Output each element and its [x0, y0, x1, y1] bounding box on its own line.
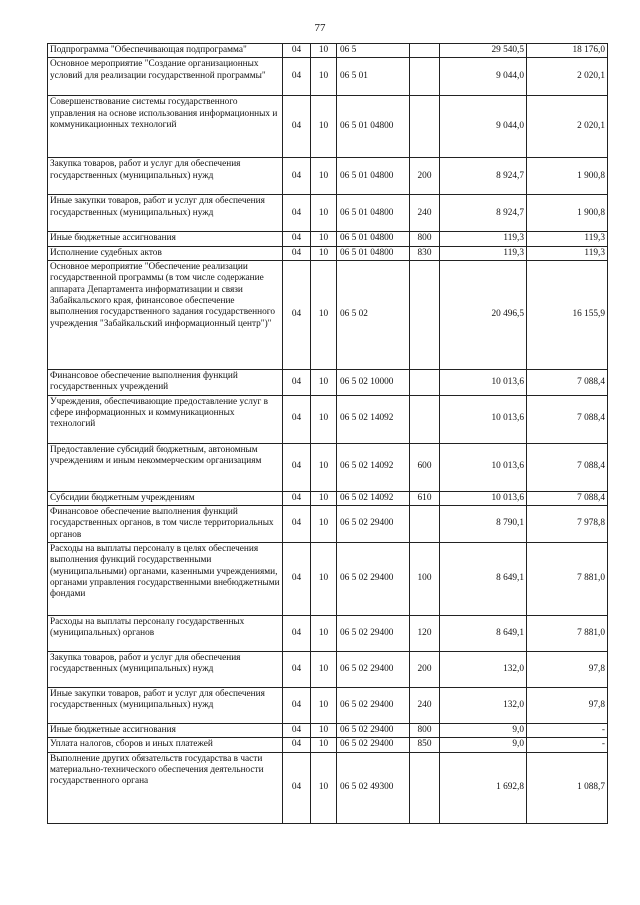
- table-row: [48, 260, 608, 369]
- row-expense-type: 200: [410, 651, 440, 687]
- row-subsection: 10: [311, 491, 337, 505]
- row-expense-type: [410, 752, 440, 823]
- row-section: 04: [283, 738, 311, 752]
- row-subsection: 10: [311, 232, 337, 246]
- table-row: [48, 58, 608, 96]
- row-section: 04: [283, 615, 311, 651]
- table-row: [48, 491, 608, 505]
- row-name: Иные закупки товаров, работ и услуг для обеспечения государственных (муниципальных) нужд: [48, 687, 283, 723]
- row-name: Предоставление субсидий бюджетным, автономным учреждениям и иным некоммерческим организациям: [48, 443, 283, 491]
- row-name: Закупка товаров, работ и услуг для обеспечения государственных (муниципальных) нужд: [48, 651, 283, 687]
- row-expense-type: 100: [410, 542, 440, 615]
- row-name: Расходы на выплаты персоналу в целях обеспечения выполнения функций государственными (муниципальными) органами, казенными учреждениями, органами управления государственными внебюджетными фондами: [48, 542, 283, 615]
- row-subsection: 10: [311, 505, 337, 542]
- row-amount-actual: 119,3: [527, 232, 608, 246]
- row-expense-type: 120: [410, 615, 440, 651]
- row-section: 04: [283, 260, 311, 369]
- row-expense-type: 240: [410, 195, 440, 232]
- table-row: [48, 96, 608, 158]
- row-name: Подпрограмма "Обеспечивающая подпрограмма": [48, 44, 283, 58]
- row-subsection: 10: [311, 723, 337, 737]
- row-subsection: 10: [311, 542, 337, 615]
- row-amount-actual: 7 088,4: [527, 369, 608, 395]
- row-amount-plan: 9,0: [440, 723, 527, 737]
- row-amount-plan: 1 692,8: [440, 752, 527, 823]
- row-amount-actual: -: [527, 738, 608, 752]
- row-expense-type: [410, 260, 440, 369]
- row-amount-plan: 132,0: [440, 687, 527, 723]
- row-amount-actual: 7 088,4: [527, 443, 608, 491]
- row-target-code: 06 5 02 14092: [337, 491, 410, 505]
- row-amount-actual: 2 020,1: [527, 58, 608, 96]
- row-subsection: 10: [311, 752, 337, 823]
- row-section: 04: [283, 96, 311, 158]
- row-amount-actual: 1 900,8: [527, 158, 608, 195]
- row-subsection: 10: [311, 195, 337, 232]
- row-amount-plan: 10 013,6: [440, 395, 527, 443]
- table-row: [48, 752, 608, 823]
- row-target-code: 06 5 02: [337, 260, 410, 369]
- row-section: 04: [283, 687, 311, 723]
- row-section: 04: [283, 542, 311, 615]
- row-section: 04: [283, 443, 311, 491]
- table-row: [48, 246, 608, 260]
- row-subsection: 10: [311, 395, 337, 443]
- row-amount-plan: 8 790,1: [440, 505, 527, 542]
- row-expense-type: [410, 505, 440, 542]
- row-amount-actual: 2 020,1: [527, 96, 608, 158]
- row-target-code: 06 5 02 10000: [337, 369, 410, 395]
- row-expense-type: [410, 58, 440, 96]
- row-expense-type: 600: [410, 443, 440, 491]
- row-target-code: 06 5 02 29400: [337, 651, 410, 687]
- row-amount-actual: 119,3: [527, 246, 608, 260]
- row-section: 04: [283, 369, 311, 395]
- row-section: 04: [283, 232, 311, 246]
- row-amount-actual: 7 088,4: [527, 491, 608, 505]
- row-section: 04: [283, 395, 311, 443]
- row-amount-actual: 97,8: [527, 687, 608, 723]
- row-name: Финансовое обеспечение выполнения функций государственных органов, в том числе территориальных органов: [48, 505, 283, 542]
- row-name: Уплата налогов, сборов и иных платежей: [48, 738, 283, 752]
- row-target-code: 06 5 01 04800: [337, 96, 410, 158]
- table-row: [48, 158, 608, 195]
- row-amount-plan: 8 649,1: [440, 542, 527, 615]
- row-expense-type: 240: [410, 687, 440, 723]
- row-subsection: 10: [311, 260, 337, 369]
- budget-table: [47, 43, 608, 824]
- row-target-code: 06 5 01 04800: [337, 232, 410, 246]
- row-section: 04: [283, 44, 311, 58]
- row-amount-plan: 29 540,5: [440, 44, 527, 58]
- row-subsection: 10: [311, 369, 337, 395]
- row-subsection: 10: [311, 615, 337, 651]
- row-expense-type: [410, 369, 440, 395]
- row-amount-plan: 9,0: [440, 738, 527, 752]
- row-subsection: 10: [311, 44, 337, 58]
- table-row: [48, 443, 608, 491]
- row-amount-actual: 97,8: [527, 651, 608, 687]
- row-target-code: 06 5 01 04800: [337, 195, 410, 232]
- row-section: 04: [283, 246, 311, 260]
- row-name: Основное мероприятие "Создание организационных условий для реализации государственной программы": [48, 58, 283, 96]
- row-amount-plan: 9 044,0: [440, 58, 527, 96]
- row-expense-type: [410, 395, 440, 443]
- row-expense-type: 850: [410, 738, 440, 752]
- row-amount-plan: 132,0: [440, 651, 527, 687]
- row-amount-plan: 119,3: [440, 246, 527, 260]
- row-subsection: 10: [311, 246, 337, 260]
- row-name: Учреждения, обеспечивающие предоставление услуг в сфере информационных и коммуникационных технологий: [48, 395, 283, 443]
- row-subsection: 10: [311, 158, 337, 195]
- row-section: 04: [283, 195, 311, 232]
- row-name: Исполнение судебных актов: [48, 246, 283, 260]
- row-expense-type: 200: [410, 158, 440, 195]
- row-target-code: 06 5 02 29400: [337, 738, 410, 752]
- row-name: Субсидии бюджетным учреждениям: [48, 491, 283, 505]
- row-subsection: 10: [311, 738, 337, 752]
- row-name: Иные бюджетные ассигнования: [48, 723, 283, 737]
- row-expense-type: [410, 44, 440, 58]
- table-row: [48, 395, 608, 443]
- table-row: [48, 542, 608, 615]
- table-body: [48, 44, 608, 824]
- row-name: Финансовое обеспечение выполнения функций государственных учреждений: [48, 369, 283, 395]
- row-expense-type: 830: [410, 246, 440, 260]
- row-target-code: 06 5 02 14092: [337, 395, 410, 443]
- table-row: [48, 651, 608, 687]
- row-target-code: 06 5: [337, 44, 410, 58]
- row-amount-plan: 8 649,1: [440, 615, 527, 651]
- row-expense-type: 800: [410, 232, 440, 246]
- row-section: 04: [283, 651, 311, 687]
- row-target-code: 06 5 02 14092: [337, 443, 410, 491]
- row-section: 04: [283, 58, 311, 96]
- row-amount-actual: 16 155,9: [527, 260, 608, 369]
- row-target-code: 06 5 01 04800: [337, 158, 410, 195]
- table-row: [48, 369, 608, 395]
- row-subsection: 10: [311, 651, 337, 687]
- row-target-code: 06 5 01: [337, 58, 410, 96]
- row-amount-plan: 10 013,6: [440, 443, 527, 491]
- table-row: [48, 723, 608, 737]
- row-amount-plan: 9 044,0: [440, 96, 527, 158]
- page-number: 77: [314, 22, 326, 34]
- row-amount-actual: -: [527, 723, 608, 737]
- row-section: 04: [283, 752, 311, 823]
- row-subsection: 10: [311, 58, 337, 96]
- row-name: Иные закупки товаров, работ и услуг для обеспечения государственных (муниципальных) нужд: [48, 195, 283, 232]
- row-amount-actual: 7 881,0: [527, 615, 608, 651]
- row-amount-plan: 8 924,7: [440, 158, 527, 195]
- row-amount-plan: 20 496,5: [440, 260, 527, 369]
- row-name: Расходы на выплаты персоналу государственных (муниципальных) органов: [48, 615, 283, 651]
- table-row: [48, 738, 608, 752]
- row-target-code: 06 5 02 29400: [337, 505, 410, 542]
- table-row: [48, 232, 608, 246]
- row-expense-type: 800: [410, 723, 440, 737]
- row-amount-plan: 10 013,6: [440, 491, 527, 505]
- table-row: [48, 615, 608, 651]
- row-section: 04: [283, 158, 311, 195]
- row-name: Совершенствование системы государственного управления на основе использования информационных и коммуникационных технологий: [48, 96, 283, 158]
- row-amount-actual: 1 900,8: [527, 195, 608, 232]
- row-amount-actual: 7 088,4: [527, 395, 608, 443]
- row-target-code: 06 5 02 49300: [337, 752, 410, 823]
- row-target-code: 06 5 02 29400: [337, 723, 410, 737]
- row-target-code: 06 5 01 04800: [337, 246, 410, 260]
- row-expense-type: 610: [410, 491, 440, 505]
- row-amount-plan: 10 013,6: [440, 369, 527, 395]
- row-name: Закупка товаров, работ и услуг для обеспечения государственных (муниципальных) нужд: [48, 158, 283, 195]
- row-name: Выполнение других обязательств государства в части материально-технического обеспечения деятельности государственного органа: [48, 752, 283, 823]
- row-target-code: 06 5 02 29400: [337, 687, 410, 723]
- row-name: Основное мероприятие "Обеспечение реализации государственной программы (в том числе содержание аппарата Департамента информатизации и связи Забайкальского края, финансовое обеспечение выполнения государственного задания государственного учреждения "Забайкальский информационный центр")": [48, 260, 283, 369]
- row-target-code: 06 5 02 29400: [337, 615, 410, 651]
- row-name: Иные бюджетные ассигнования: [48, 232, 283, 246]
- row-section: 04: [283, 505, 311, 542]
- row-subsection: 10: [311, 687, 337, 723]
- row-subsection: 10: [311, 443, 337, 491]
- row-amount-actual: 7 881,0: [527, 542, 608, 615]
- row-target-code: 06 5 02 29400: [337, 542, 410, 615]
- row-expense-type: [410, 96, 440, 158]
- table-row: [48, 687, 608, 723]
- row-section: 04: [283, 491, 311, 505]
- row-amount-plan: 119,3: [440, 232, 527, 246]
- table-row: [48, 505, 608, 542]
- row-subsection: 10: [311, 96, 337, 158]
- row-amount-actual: 1 088,7: [527, 752, 608, 823]
- row-amount-plan: 8 924,7: [440, 195, 527, 232]
- row-section: 04: [283, 723, 311, 737]
- row-amount-actual: 7 978,8: [527, 505, 608, 542]
- table-row: [48, 195, 608, 232]
- table-row: [48, 44, 608, 58]
- row-amount-actual: 18 176,0: [527, 44, 608, 58]
